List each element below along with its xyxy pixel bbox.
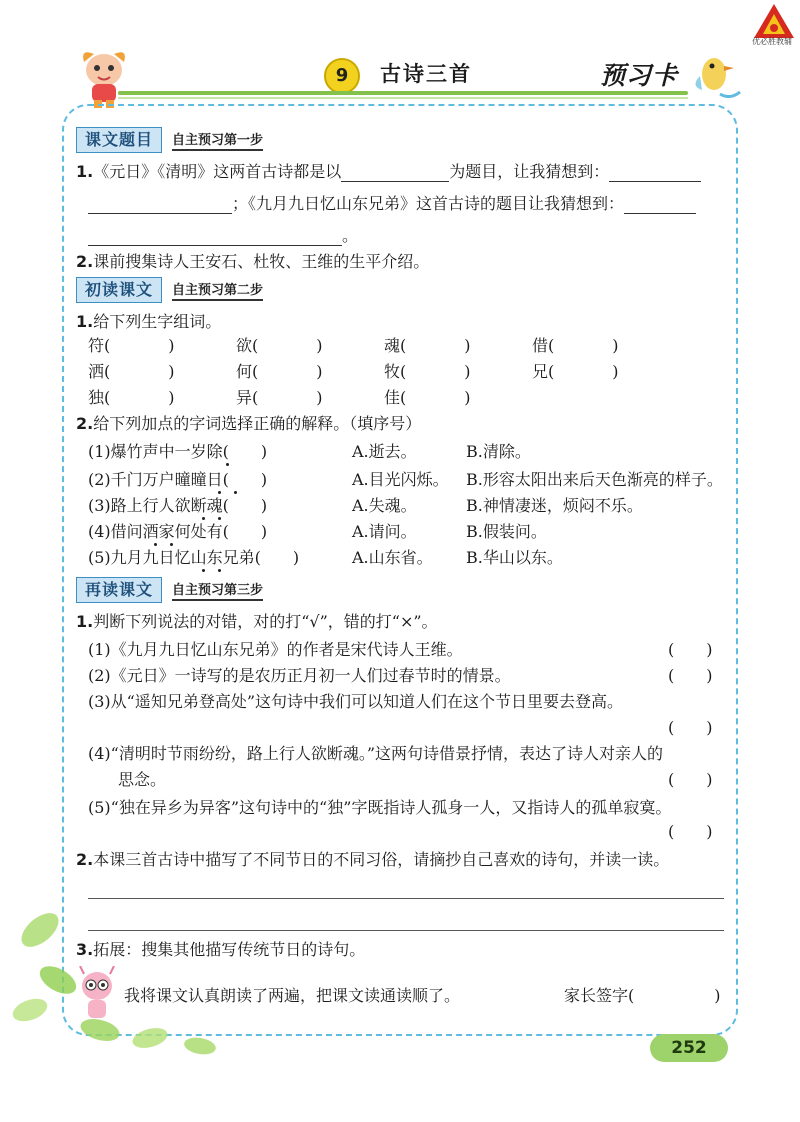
char-cell	[532, 362, 619, 382]
paren-close: )	[168, 336, 175, 355]
s3-judge-2: (2)《元日》一诗写的是农历正月初一人们过春节时的情景。	[88, 666, 511, 685]
s3-judge-4-line1: (4)“清明时节雨纷纷，路上行人欲断魂。”这两句诗借景抒情，表达了诗人对亲人的	[88, 744, 664, 763]
paren-open: (	[400, 388, 407, 407]
answer-blank[interactable]	[609, 165, 701, 182]
paren-open: (	[400, 336, 407, 355]
paren-open: (	[548, 336, 555, 355]
paren-open: (	[400, 362, 407, 381]
s3-judge-4-line2: 思念。	[118, 770, 167, 789]
s3-judge-5: (5)“独在异乡为异客”这句诗中的“独”字既指诗人孤身一人，又指诗人的孤单寂寞。	[88, 798, 672, 817]
section-header-3	[76, 578, 263, 602]
bird-icon	[690, 46, 742, 102]
section-title: 初读课文	[76, 277, 162, 303]
s2-item-3-question: (3)路上行人欲断魂( )	[88, 496, 268, 515]
character: 借	[532, 336, 549, 355]
paren-open: (	[104, 336, 111, 355]
judge-answer-paren[interactable]: ( )	[668, 666, 713, 685]
paren-close: )	[464, 336, 471, 355]
paren-close: )	[316, 388, 323, 407]
paren-open: (	[252, 388, 259, 407]
judge-answer-paren[interactable]: ( )	[668, 718, 713, 737]
s2-item-1-question: (1)爆竹声中一岁除( )	[88, 442, 268, 461]
char-cell	[532, 336, 619, 356]
s2-item-2-option-a: A.目光闪烁。	[352, 470, 449, 489]
answer-blank[interactable]	[624, 197, 696, 214]
emphasis-dot	[218, 491, 221, 494]
page-number: 252	[650, 1034, 728, 1062]
s3-question-3: 3.拓展：搜集其他描写传统节日的诗句。	[76, 940, 366, 959]
emphasis-dot	[202, 569, 205, 572]
character: 独	[88, 388, 105, 407]
character: 佳	[384, 388, 401, 407]
s2-item-4-question: (4)借问酒家何处有( )	[88, 522, 268, 541]
paren-close: )	[168, 362, 175, 381]
s2-item-2-question: (2)千门万户曈曈日( )	[88, 470, 268, 489]
publisher-logo-text: 优必胜教辅	[752, 37, 792, 46]
emphasis-dot	[170, 543, 173, 546]
s3-judge-1: (1)《九月九日忆山东兄弟》的作者是宋代诗人王维。	[88, 640, 463, 659]
answer-blank[interactable]	[341, 165, 449, 182]
emphasis-dot	[234, 491, 237, 494]
s2-item-5-option-b: B.华山以东。	[466, 548, 563, 567]
emphasis-dot	[226, 463, 229, 466]
s2-item-2-option-b: B.形容太阳出来后天色渐亮的样子。	[466, 470, 723, 489]
parent-signature-field[interactable]: 家长签字( )	[564, 986, 721, 1005]
character: 魂	[384, 336, 401, 355]
s2-item-3-option-b: B.神情凄迷，烦闷不乐。	[466, 496, 643, 515]
emphasis-dot	[154, 543, 157, 546]
self-check-statement: 我将课文认真朗读了两遍，把课文读通读顺了。	[124, 986, 461, 1005]
mascot-icon	[74, 966, 120, 1024]
character: 何	[236, 362, 253, 381]
char-cell	[236, 336, 323, 356]
s1-question-1-line2: ；《九月九日忆山东兄弟》这首古诗的题目让我猜想到：	[88, 194, 696, 214]
judge-answer-paren[interactable]: ( )	[668, 770, 713, 789]
paren-close: )	[316, 336, 323, 355]
s2-item-4-option-a: A.请问。	[352, 522, 417, 541]
char-cell	[88, 362, 175, 382]
s1-question-1-line3: 。	[88, 226, 358, 246]
header-rule	[118, 91, 688, 95]
paren-close: )	[464, 362, 471, 381]
judge-answer-paren[interactable]: ( )	[668, 822, 713, 841]
s3-judge-3: (3)从“遥知兄弟登高处”这句诗中我们可以知道人们在这个节日里要去登高。	[88, 692, 624, 711]
section-subtitle: 自主预习第二步	[172, 279, 263, 301]
character: 异	[236, 388, 253, 407]
paren-open: (	[548, 362, 555, 381]
mascot-icon	[72, 44, 136, 110]
char-cell	[384, 362, 471, 382]
char-cell	[236, 362, 323, 382]
character: 牧	[384, 362, 401, 381]
char-cell	[88, 388, 175, 408]
paren-close: )	[316, 362, 323, 381]
char-cell	[384, 388, 471, 408]
s2-item-1-option-a: A.逝去。	[352, 442, 417, 461]
character: 洒	[88, 362, 105, 381]
section-subtitle: 自主预习第一步	[172, 129, 263, 151]
char-cell	[236, 388, 323, 408]
section-header-2	[76, 278, 263, 302]
judge-answer-paren[interactable]: ( )	[668, 640, 713, 659]
emphasis-dot	[218, 517, 221, 520]
paren-close: )	[168, 388, 175, 407]
s2-item-5-question: (5)九月九日忆山东兄弟( )	[88, 548, 300, 567]
s3-question-1: 1.判断下列说法的对错，对的打“√”，错的打“×”。	[76, 612, 438, 631]
section-subtitle: 自主预习第三步	[172, 579, 263, 601]
char-cell	[384, 336, 471, 356]
paren-open: (	[252, 362, 259, 381]
paren-open: (	[104, 362, 111, 381]
character: 欲	[236, 336, 253, 355]
s2-question-2: 2.给下列加点的字词选择正确的解释。（填序号）	[76, 414, 422, 433]
s2-item-4-option-b: B.假装问。	[466, 522, 547, 541]
paren-open: (	[252, 336, 259, 355]
character: 兄	[532, 362, 549, 381]
emphasis-dot	[202, 517, 205, 520]
answer-blank[interactable]	[88, 197, 232, 214]
paren-close: )	[464, 388, 471, 407]
paren-close: )	[612, 336, 619, 355]
paren-close: )	[612, 362, 619, 381]
paren-open: (	[104, 388, 111, 407]
answer-blank[interactable]	[88, 229, 342, 246]
character: 符	[88, 336, 105, 355]
header-rule-light	[118, 97, 688, 99]
lesson-title: 古诗三首	[380, 62, 472, 86]
section-header-1	[76, 128, 263, 152]
s2-item-1-option-b: B.清除。	[466, 442, 531, 461]
s2-question-1: 1.给下列生字组词。	[76, 312, 222, 331]
s2-item-3-option-a: A.失魂。	[352, 496, 417, 515]
card-title: 预习卡	[600, 61, 679, 90]
s2-item-5-option-a: A.山东省。	[352, 548, 433, 567]
emphasis-dot	[218, 569, 221, 572]
section-title: 课文题目	[76, 127, 162, 153]
s3-question-2: 2.本课三首古诗中描写了不同节日的不同习俗，请摘抄自己喜欢的诗句，并读一读。	[76, 850, 670, 869]
lesson-number-badge: 9	[324, 58, 360, 94]
s1-question-1-line1: 1.《元日》《清明》这两首古诗都是以 为题目，让我猜想到：	[76, 162, 701, 182]
s1-question-2: 2.课前搜集诗人王安石、杜牧、王维的生平介绍。	[76, 252, 430, 271]
char-cell	[88, 336, 175, 356]
section-title: 再读课文	[76, 577, 162, 603]
